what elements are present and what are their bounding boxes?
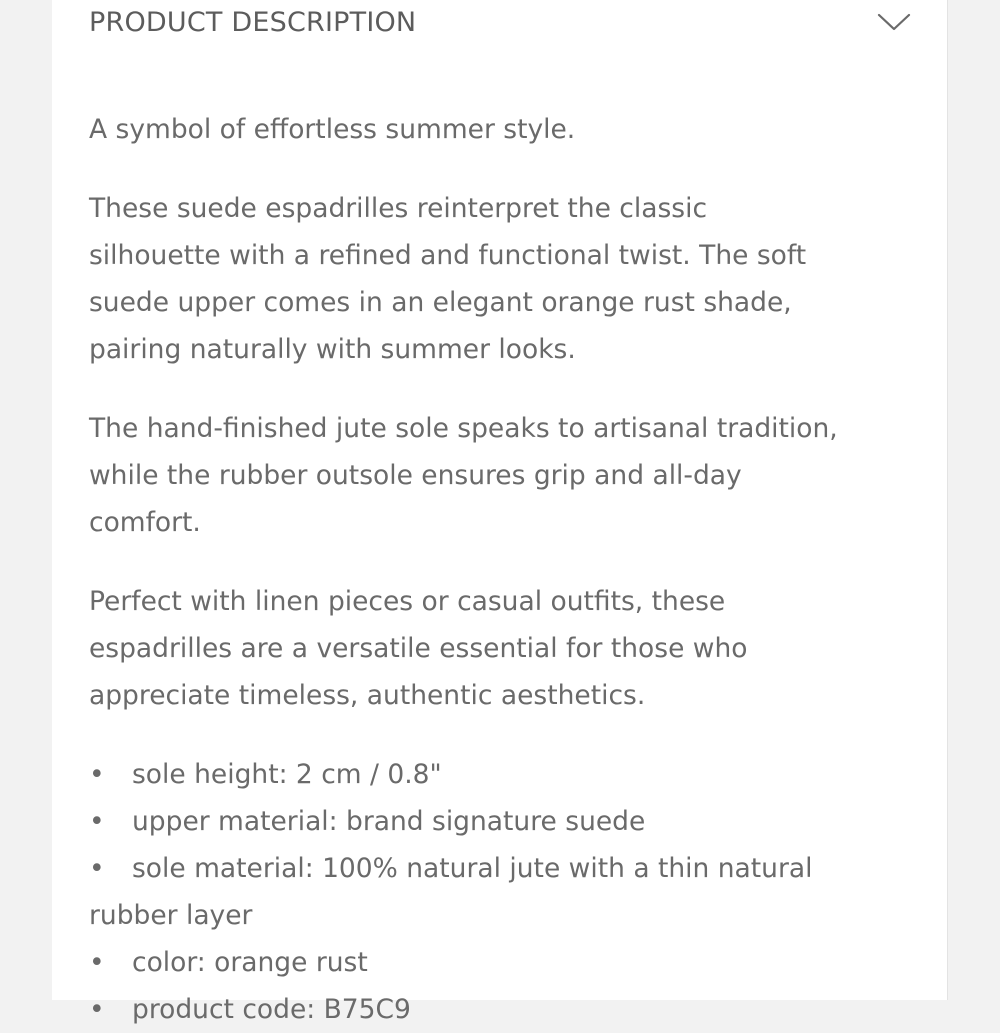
bullet: • <box>89 947 105 978</box>
description-content <box>89 106 919 1033</box>
spec-text: upper material: brand signature suede <box>132 806 646 837</box>
spec-item <box>89 986 919 1033</box>
spec-item <box>89 751 919 798</box>
accordion-header[interactable] <box>89 0 911 50</box>
description-tagline: A symbol of effortless summer style. <box>89 114 576 145</box>
specs-list <box>89 751 919 1033</box>
spec-text: sole material: 100% natural jute with a thin natural rubber layer <box>89 853 813 931</box>
bullet: • <box>89 759 105 790</box>
bullet: • <box>89 853 105 884</box>
description-paragraph-3: Perfect with linen pieces or casual outfits, these espadrilles are a versatile essential for those who appreciate timeless, authentic aesthetics. <box>89 586 748 711</box>
spec-text: color: orange rust <box>132 947 368 978</box>
product-description-panel <box>52 0 948 1025</box>
spec-text: product code: B75C9 <box>132 994 411 1025</box>
spec-text: sole height: 2 cm / 0.8" <box>132 759 442 790</box>
description-paragraph-2: The hand-finished jute sole speaks to artisanal tradition, while the rubber outsole ensures grip and all-day comfort. <box>89 413 838 538</box>
description-paragraph-1: These suede espadrilles reinterpret the classic silhouette with a refined and functional twist. The soft suede upper comes in an elegant orange rust shade, pairing naturally with summer looks. <box>89 193 807 365</box>
bullet: • <box>89 806 105 837</box>
bullet: • <box>89 994 105 1025</box>
spec-item <box>89 939 919 986</box>
chevron-down-icon[interactable] <box>877 10 911 34</box>
section-title: PRODUCT DESCRIPTION <box>89 7 417 38</box>
spec-item <box>89 845 919 939</box>
spec-item <box>89 798 919 845</box>
